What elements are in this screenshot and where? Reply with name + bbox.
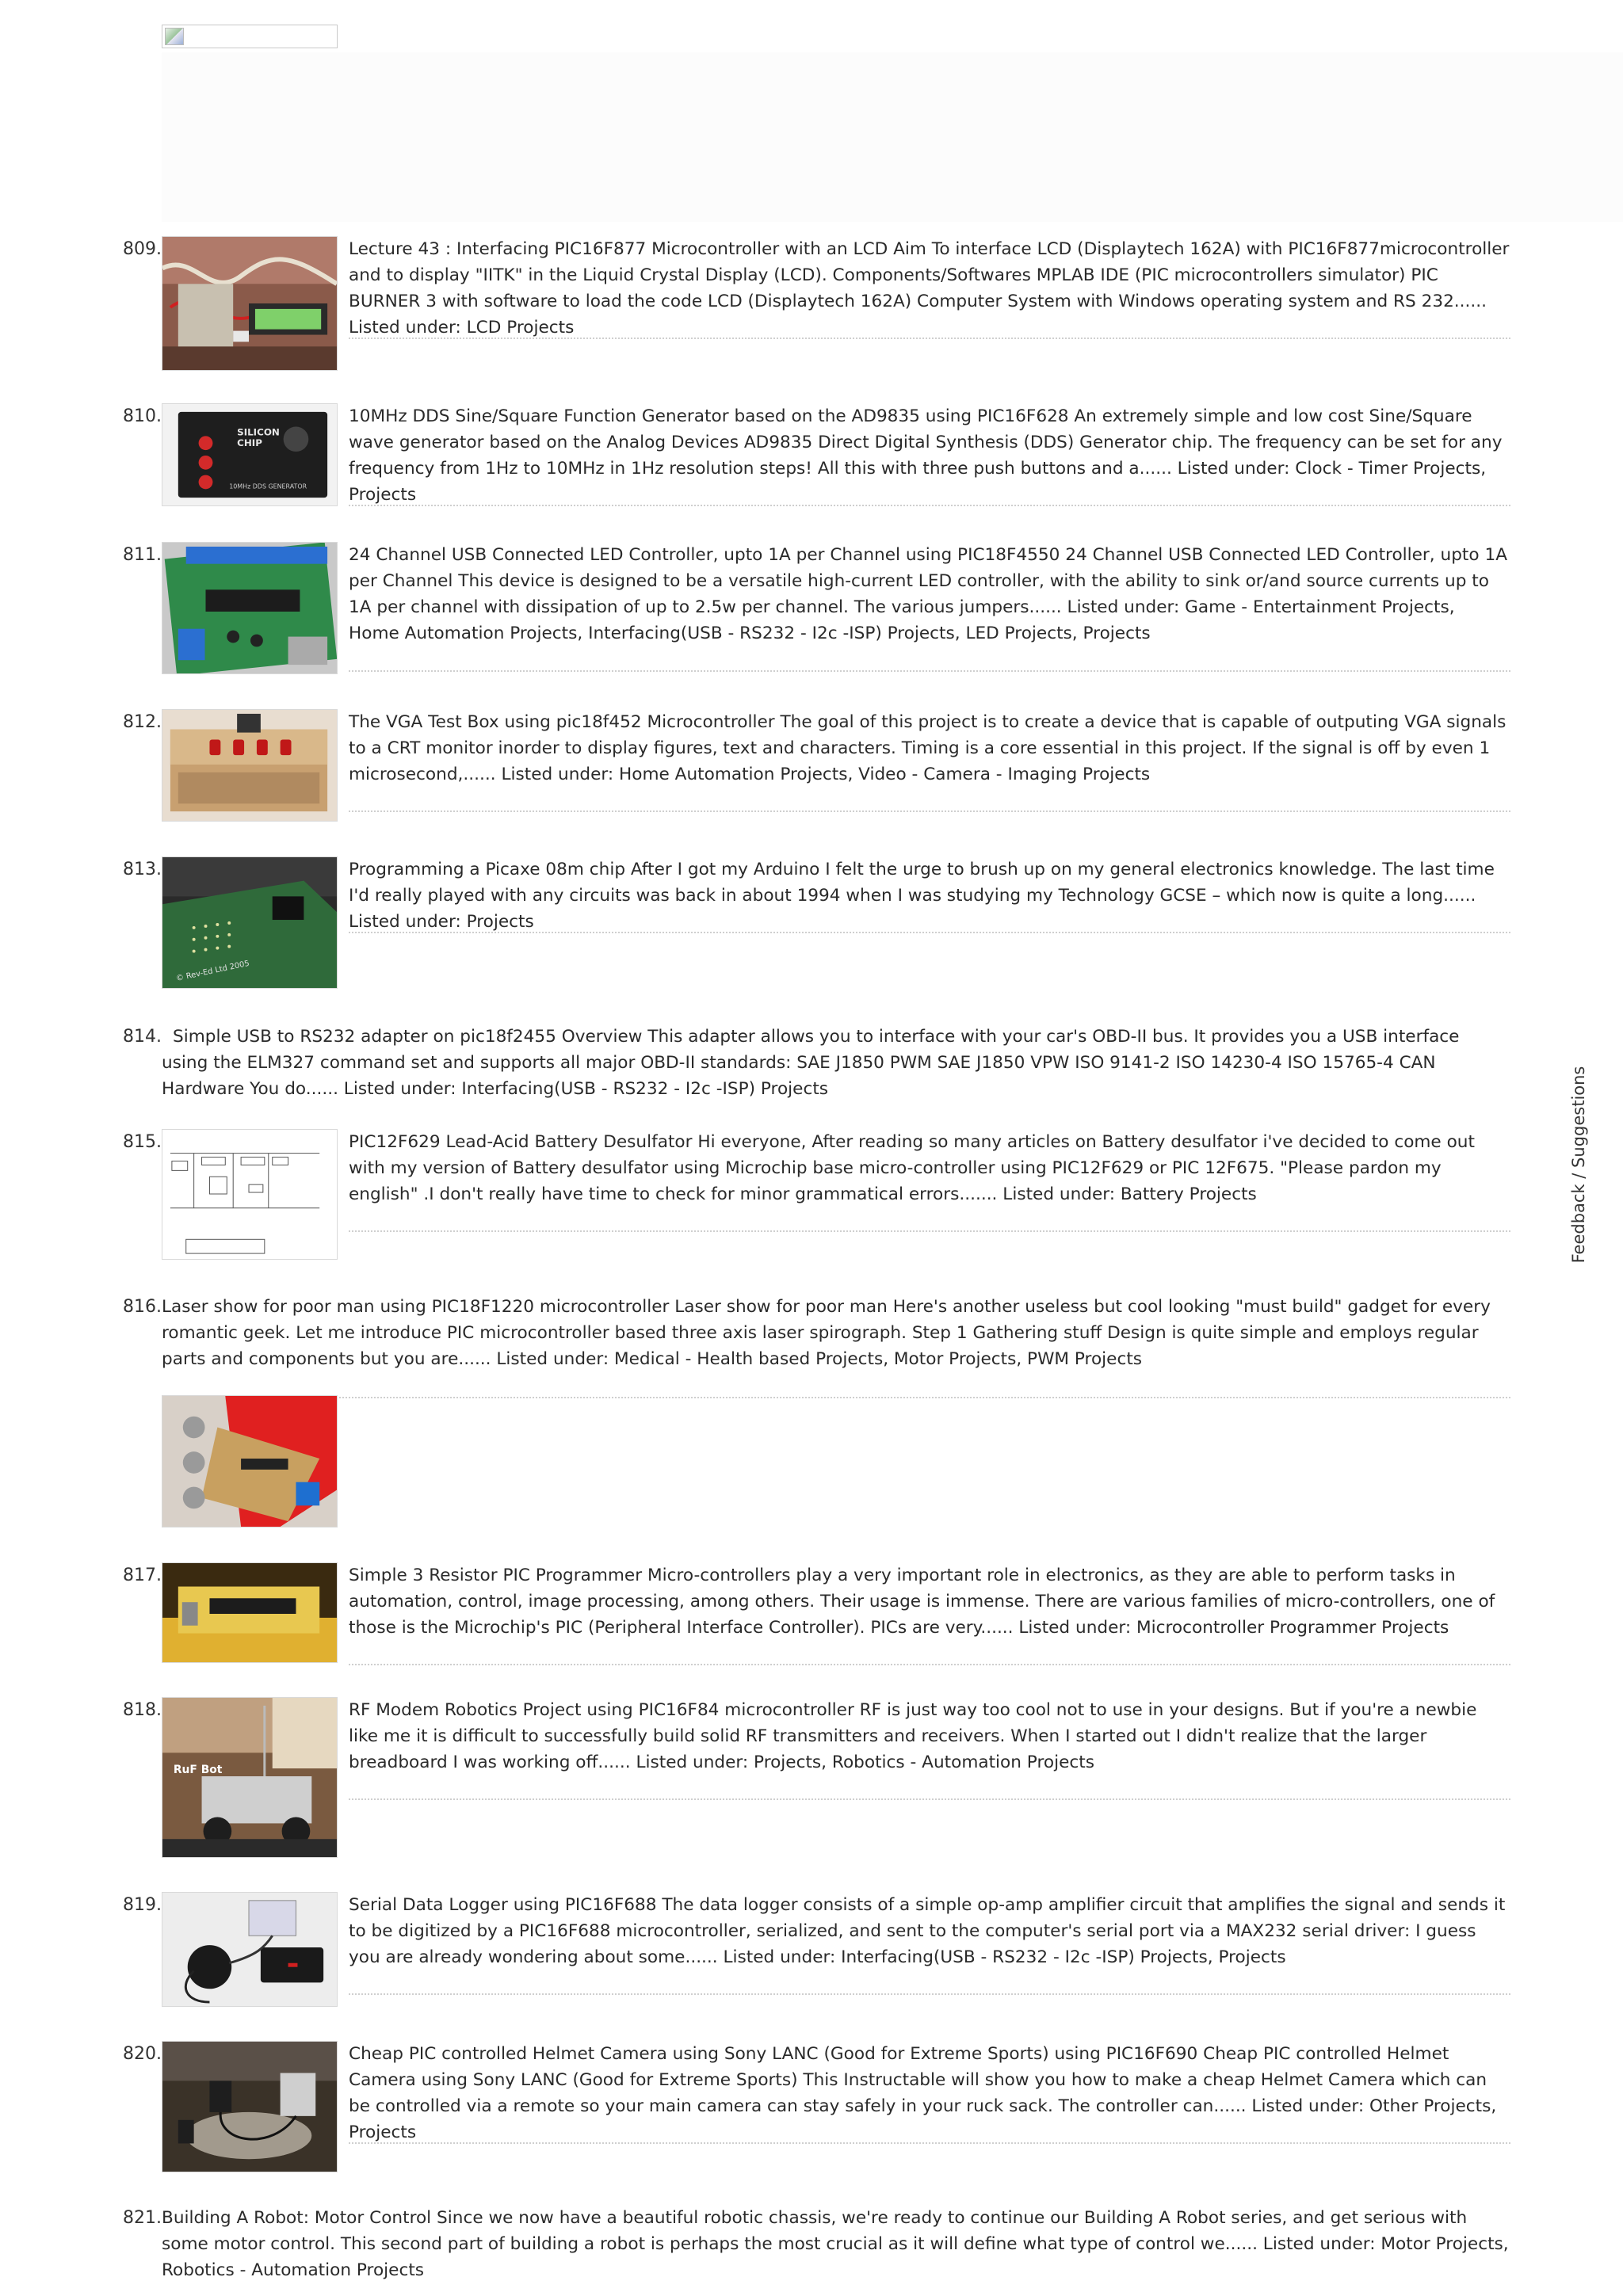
item-description[interactable]: Lecture 43 : Interfacing PIC16F877 Microcontroller with an LCD Aim To interface LCD (Displaytech 162A) with PIC16F877microcontroller and to display "IITK" in the Liquid Crystal Display (LCD). Components/Softwares MPLAB IDE (PIC microcontrollers simulator) PIC BURNER 3 with software to load the code LCD (Displaytech 162A) Computer System with Windows operating system and RS 232...... Listed under: LCD Projects [349,239,1510,338]
item-number: 818. [123,1700,162,1720]
item-description[interactable]: Cheap PIC controlled Helmet Camera using Sony LANC (Good for Extreme Sports) using PIC16F690 Cheap PIC controlled Helmet Camera using Sony LANC (Good for Extreme Sports) This Instructable will show you how to make a cheap Helmet Camera which can be controlled via a remote so your main camera can stay safely in your ruck sack. The controller can...... Listed under: Other Projects, Projects [349,2044,1497,2142]
item-number: 820. [123,2044,162,2064]
project-thumbnail[interactable] [162,1892,338,2007]
image-label: CHIP [237,437,262,449]
project-thumbnail[interactable] [162,856,338,989]
item-description[interactable]: 24 Channel USB Connected LED Controller, upto 1A per Channel using PIC18F4550 24 Channel USB Connected LED Controller, upto 1A per Channel This device is designed to be a versatile high-current LED controller, with the ability to sink or/and source currents up to 1A per channel with dissipation of up to 2.5w per channel. The various jumpers...... Listed under: Game - Entertainment Projects, Home Automation Projects, Interfacing(USB - RS232 - I2c -ISP) Projects, LED Projects, Projects [349,545,1507,643]
image-label: 10MHz DDS GENERATOR [229,482,307,490]
item-number: 813. [123,860,162,879]
item-number: 821. [123,2208,162,2228]
feedback-tab[interactable] [1555,1062,1602,1268]
item-number: 811. [123,545,162,565]
item-divider [349,810,1510,812]
advertisement-area [162,52,1623,222]
item-divider [162,1397,1510,1398]
item-divider [349,670,1510,672]
project-thumbnail[interactable] [162,1562,338,1663]
item-number: 810. [123,406,162,426]
image-label: RuF Bot [173,1764,223,1777]
item-number: 816. [123,1297,162,1317]
item-divider [349,2142,1510,2144]
project-thumbnail[interactable] [162,403,338,506]
item-description[interactable]: RF Modem Robotics Project using PIC16F84 microcontroller RF is just way too cool not to use in your designs. But if you're a newbie like me it is difficult to successfully build solid RF transmitters and receivers. When I started out I didn't realize that the larger breadboard I was working off...... Listed under: Projects, Robotics - Automation Projects [349,1700,1477,1772]
project-thumbnail[interactable] [162,1697,338,1858]
item-description[interactable]: Serial Data Logger using PIC16F688 The data logger consists of a simple op-amp amplifier circuit that amplifies the signal and sends it to be digitized by a PIC16F688 microcontroller, serialized, and sent to the computer's serial port via a MAX232 serial driver: I guess you are already wondering about some...... Listed under: Interfacing(USB - RS232 - I2c -ISP) Projects, Projects [349,1895,1506,1967]
item-divider [349,932,1510,933]
project-thumbnail[interactable] [162,236,338,371]
item-description[interactable]: Simple 3 Resistor PIC Programmer Micro-controllers play a very important role in electronics, as they are able to perform tasks in automation, control, image processing, among others. Their usage is immense. There are various families of micro-controllers, one of those is the Microchip's PIC (Peripheral Interface Controller). PICs are very...... Listed under: Microcontroller Programmer Projects [349,1566,1495,1638]
item-description[interactable]: The VGA Test Box using pic18f452 Microcontroller The goal of this project is to create a device that is capable of outputing VGA signals to a CRT monitor inorder to display figures, text and characters. Timing is a core essential in this project. If the signal is off by even 1 microsecond,...... Listed under: Home Automation Projects, Video - Camera - Imaging Projects [349,712,1507,784]
item-description[interactable]: Simple USB to RS232 adapter on pic18f2455 Overview This adapter allows you to interface with your car's OBD-II bus. It provides you a USB interface using the ELM327 command set and supports all major OBD-II standards: SAE J1850 PWM SAE J1850 VPW ISO 9141-2 ISO 14230-4 ISO 15765-4 CAN Hardware You do...... Listed under: Interfacing(USB - RS232 - I2c -ISP) Projects [162,1027,1460,1099]
project-thumbnail[interactable] [162,2041,338,2172]
item-number: 812. [123,712,162,732]
item-number: 815. [123,1132,162,1152]
item-divider [349,1798,1510,1800]
item-divider [349,1993,1510,1995]
item-number: 817. [123,1566,162,1585]
item-number: 819. [123,1895,162,1915]
item-divider [349,505,1510,506]
project-thumbnail[interactable] [162,1129,338,1260]
item-divider [349,1230,1510,1232]
project-thumbnail[interactable] [162,1395,338,1527]
item-description[interactable]: PIC12F629 Lead-Acid Battery Desulfator Hi everyone, After reading so many articles on Battery desulfator i've decided to come out with my version of Battery desulfator using Microchip base micro-controller using PIC12F629 or PIC 12F675. "Please pardon my english" .I don't really have time to check for minor grammatical errors....... Listed under: Battery Projects [349,1132,1475,1204]
item-description[interactable]: Laser show for poor man using PIC18F1220 microcontroller Laser show for poor man Here's another useless but cool looking "must build" gadget for every romantic geek. Let me introduce PIC microcontroller based three axis laser spirograph. Step 1 Gathering stuff Design is quite simple and employs regular parts and components but you are...... Listed under: Medical - Health based Projects, Motor Projects, PWM Projects [162,1297,1491,1369]
item-number: 814. [123,1027,162,1047]
feedback-label[interactable]: Feedback / Suggestions [1569,1066,1588,1264]
item-description[interactable]: 10MHz DDS Sine/Square Function Generator based on the AD9835 using PIC16F628 An extremely simple and low cost Sine/Square wave generator based on the Analog Devices AD9835 Direct Digital Synthesis (DDS) Generator chip. The frequency can be set for any frequency from 1Hz to 10MHz in 1Hz resolution steps! All this with three push buttons and a...... Listed under: Clock - Timer Projects, Projects [349,406,1503,505]
item-divider [349,338,1510,339]
item-description[interactable]: Building A Robot: Motor Control Since we now have a beautiful robotic chassis, we're ready to continue our Building A Robot series, and get serious with some motor control. This second part of building a robot is perhaps the most crucial as it will define what type of control we...... Listed under: Motor Projects, Robotics - Automation Projects [162,2208,1509,2280]
image-label: SILICON [237,426,280,438]
image-label: © Rev-Ed Ltd 2005 [175,959,250,984]
item-number: 809. [123,239,162,259]
header-logo-image[interactable] [162,25,338,48]
project-thumbnail[interactable] [162,542,338,674]
item-divider [349,1664,1510,1665]
project-thumbnail[interactable] [162,709,338,822]
item-description[interactable]: Programming a Picaxe 08m chip After I got my Arduino I felt the urge to brush up on my general electronics knowledge. The last time I'd really played with any circuits was back in about 1994 when I was studying my Technology GCSE – which now is quite a long...... Listed under: Projects [349,860,1495,932]
